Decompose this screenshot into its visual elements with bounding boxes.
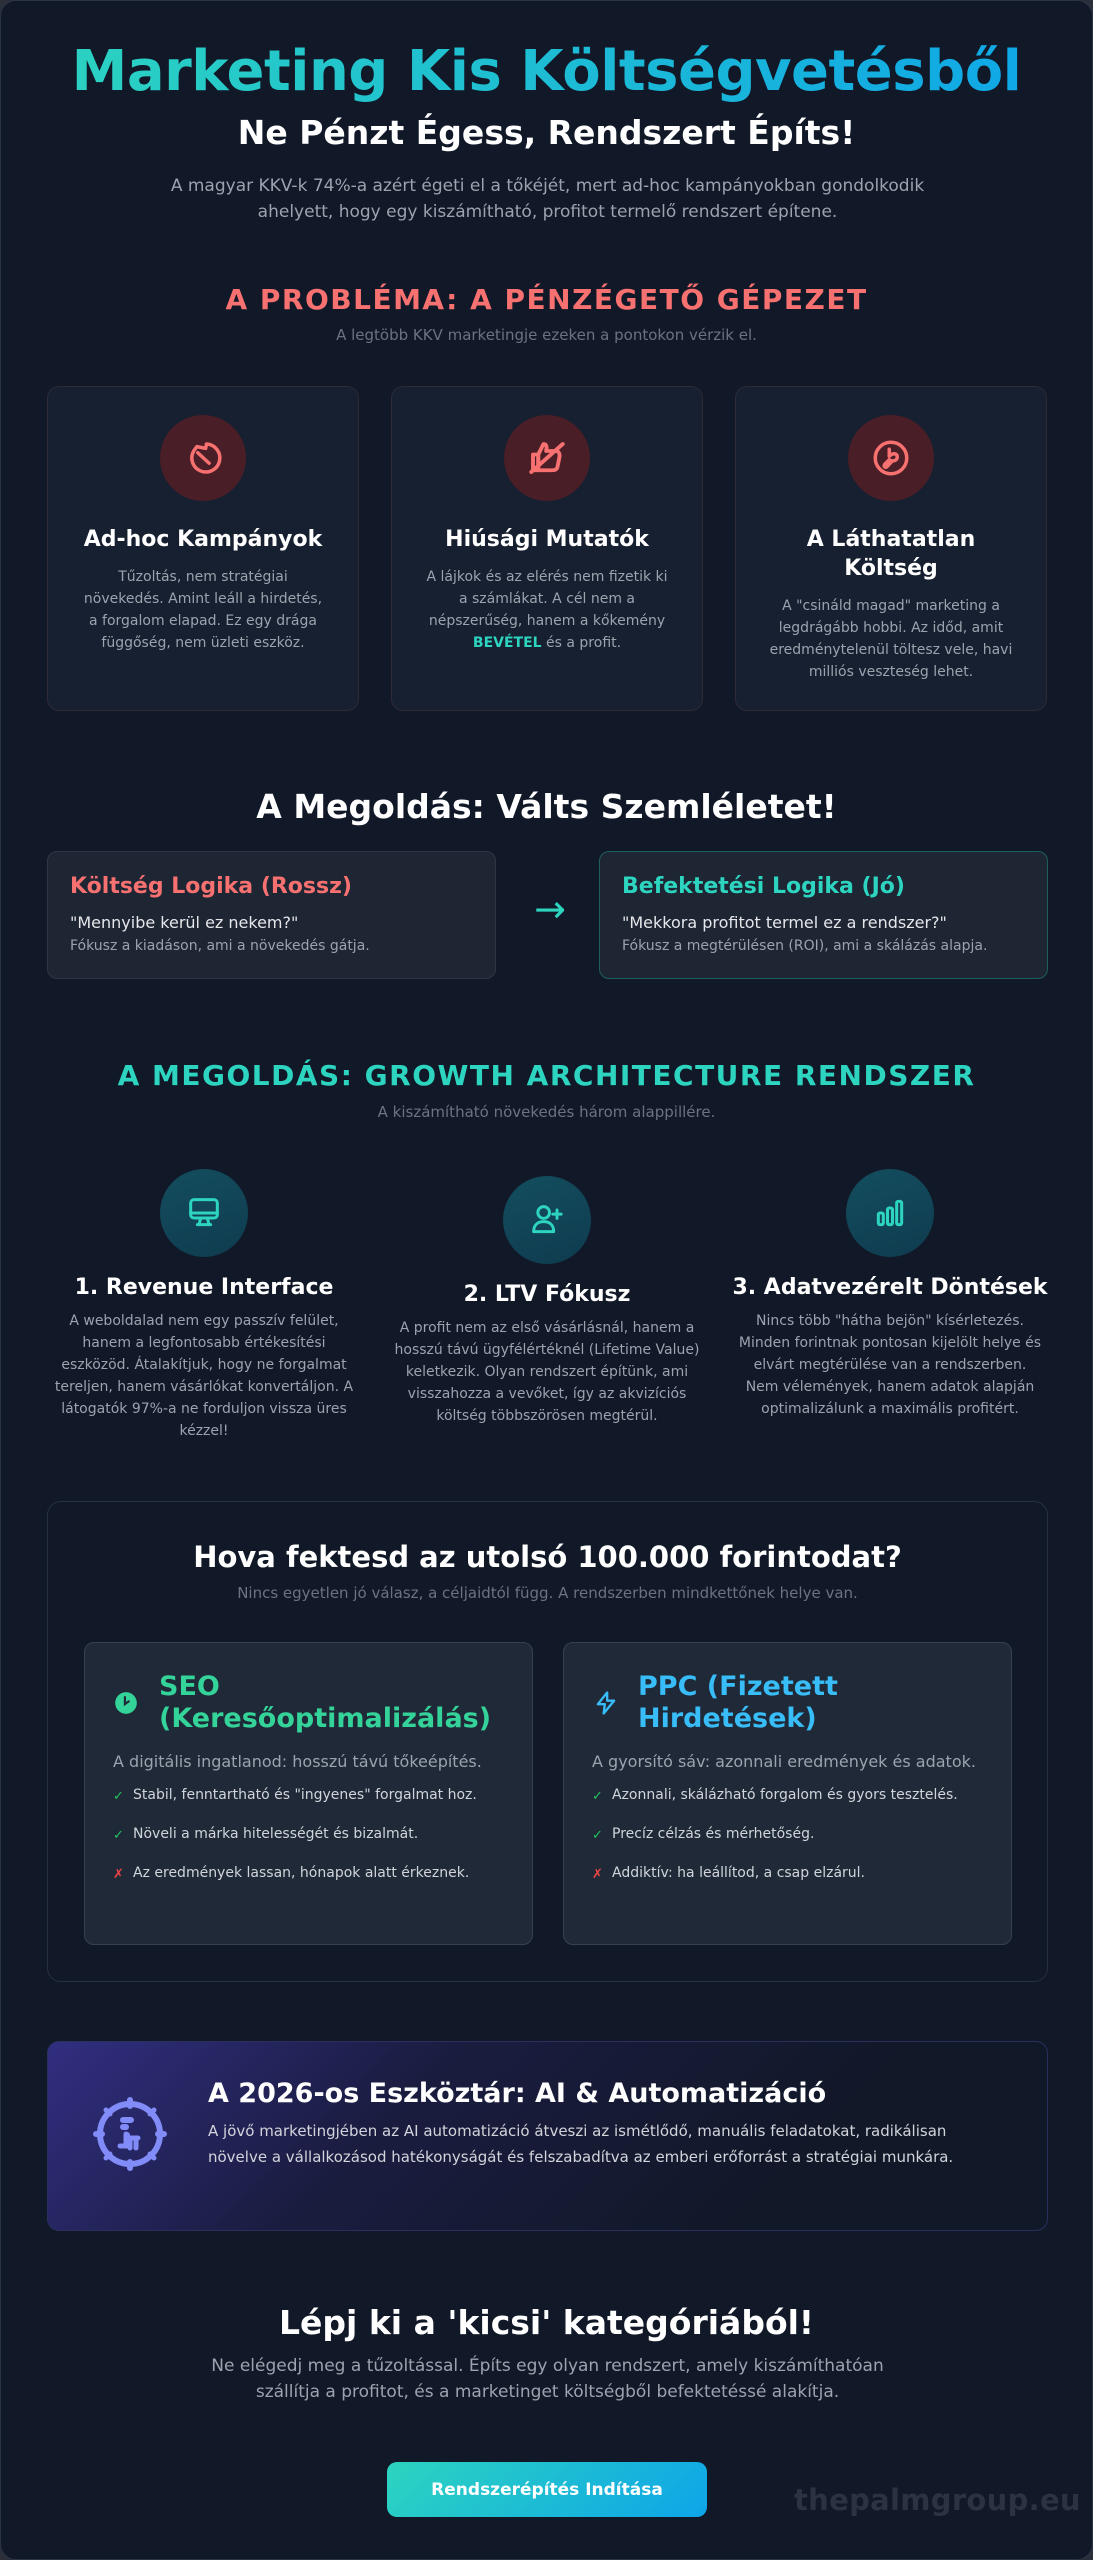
channel-card-seo xyxy=(84,1642,533,1945)
investment-title: Hova fektesd az utolsó 100.000 forintodat? xyxy=(193,1540,902,1574)
channel-points xyxy=(592,1785,983,1885)
monitor-icon xyxy=(160,1169,248,1257)
arrow-right-icon: → xyxy=(534,887,566,931)
problem-card-title: Hiúsági Mutatók xyxy=(445,527,649,552)
page-subtitle: Ne Pénzt Égess, Rendszert Építs! xyxy=(237,113,856,152)
solution-heading: A MEGOLDÁS: GROWTH ARCHITECTURE RENDSZER xyxy=(117,1059,976,1092)
watermark: thepalmgroup.eu xyxy=(794,2483,1081,2517)
pillar-data-driven xyxy=(725,1169,1055,1420)
problem-note: A legtöbb KKV marketingje ezeken a pontokon vérzik el. xyxy=(336,326,757,344)
point-text: Az eredmények lassan, hónapok alatt érkeznek. xyxy=(133,1865,470,1881)
channel-name: PPC (Fizetett Hirdetések) xyxy=(638,1671,838,1734)
point-text: Stabil, fenntartható és "ingyenes" forgalmat hoz. xyxy=(133,1787,477,1803)
cross-icon: ✗ xyxy=(113,1867,124,1882)
text-segment: és a profit. xyxy=(541,635,622,651)
investment-subtitle: Nincs egyetlen jó válasz, a céljaidtól függ. A rendszerben mindkettőnek helye van. xyxy=(237,1584,858,1602)
investment-comparison-box xyxy=(47,1501,1048,1982)
pillar-text: A profit nem az első vásárlásnál, hanem a hosszú távú ügyfélértéknél (Lifetime Value) keletkezik. Olyan rendszert építünk, ami visszahozza a vevőket, így az akvizíciós költség többszörösen megtérül. xyxy=(394,1320,700,1424)
pillar-revenue-interface xyxy=(39,1169,369,1442)
investment-logic-card xyxy=(599,851,1048,979)
check-icon: ✓ xyxy=(113,1828,124,1843)
check-icon: ✓ xyxy=(592,1789,603,1804)
solution-note: A kiszámítható növekedés három alappillére. xyxy=(377,1103,716,1121)
channel-description: A gyorsító sáv: azonnali eredmények és adatok. xyxy=(592,1752,976,1771)
thumbs-up-off-icon xyxy=(504,415,590,501)
cost-logic-title: Költség Logika (Rossz) xyxy=(70,874,352,899)
start-system-build-button[interactable]: Rendszerépítés Indítása xyxy=(387,2462,707,2517)
problem-card-vanity xyxy=(391,386,703,711)
page-title: Marketing Kis Költségvetésből xyxy=(1,39,1092,104)
cross-icon: ✗ xyxy=(592,1867,603,1882)
ai-toolkit-text: A jövő marketingjében az AI automatizáció átveszi az ismétlődő, manuális feladatokat, radikálisan növelve a vállalkozásod hatékonyságát és felszabadítva az emberi erőforrást a stratégiai munkára. xyxy=(208,2122,954,2166)
cost-logic-question: "Mennyibe kerül ez nekem?" xyxy=(70,913,299,932)
hidden-cost-icon xyxy=(848,415,934,501)
pillar-title: 2. LTV Fókusz xyxy=(463,1282,631,1307)
con-point xyxy=(113,1863,504,1885)
seo-badge-icon xyxy=(113,1690,145,1716)
investment-logic-note: Fókusz a megtérülésen (ROI), ami a skálázás alapja. xyxy=(622,938,988,954)
problem-card-title: A Láthatatlan Költség xyxy=(806,527,976,581)
highlight-revenue: BEVÉTEL xyxy=(472,635,542,651)
point-text: Azonnali, skálázható forgalom és gyors tesztelés. xyxy=(612,1787,958,1803)
pillar-title: 3. Adatvezérelt Döntések xyxy=(732,1275,1048,1300)
check-icon: ✓ xyxy=(592,1828,603,1843)
ai-chip-icon xyxy=(90,2094,170,2174)
pro-point xyxy=(592,1785,983,1807)
cost-logic-card xyxy=(47,851,496,979)
check-icon: ✓ xyxy=(113,1789,124,1804)
pro-point xyxy=(113,1824,504,1846)
point-text: Precíz célzás és mérhetőség. xyxy=(612,1826,815,1842)
text-segment: A lájkok és az elérés nem fizetik ki a számlákat. A cél nem a népszerűség, hanem a kőkemény xyxy=(426,569,668,629)
pillar-ltv-focus xyxy=(382,1176,712,1427)
ai-toolkit-banner xyxy=(47,2041,1048,2231)
con-point xyxy=(592,1863,983,1885)
problem-card-text: A "csináld magad" marketing a legdrágább hobbi. Az időd, amit eredménytelenül töltesz vele, havi milliós veszteség lehet. xyxy=(769,598,1013,680)
problem-card-title: Ad-hoc Kampányok xyxy=(83,527,323,552)
cta-text: Ne elégedj meg a tűzoltással. Építs egy olyan rendszert, amely kiszámíthatóan szállítja a profitot, és a marketinget költségből befektetéssé alakítja. xyxy=(211,2356,884,2402)
lightning-icon xyxy=(592,1689,624,1717)
channel-card-ppc xyxy=(563,1642,1012,1945)
channel-name: SEO (Keresőoptimalizálás) xyxy=(159,1671,492,1734)
investment-logic-question: "Mekkora profitot termel ez a rendszer?" xyxy=(622,913,947,932)
pillar-title: 1. Revenue Interface xyxy=(74,1275,334,1300)
problem-card-text xyxy=(392,566,702,654)
bar-chart-icon xyxy=(846,1169,934,1257)
mindset-title: A Megoldás: Válts Szemléletet! xyxy=(256,787,837,826)
pillar-text: A weboldalad nem egy passzív felület, hanem a legfontosabb értékesítési eszközöd. Átalakítjuk, hogy ne forgalmat tereljen, hanem vásárlókat konvertáljon. A látogatók 97%-a ne forduljon vissza üres kézzel! xyxy=(54,1313,354,1439)
problem-heading: A PROBLÉMA: A PÉNZÉGETŐ GÉPEZET xyxy=(225,283,868,316)
user-plus-icon xyxy=(503,1176,591,1264)
channel-description: A digitális ingatlanod: hosszú távú tőkeépítés. xyxy=(113,1752,482,1771)
cost-logic-note: Fókusz a kiadáson, ami a növekedés gátja. xyxy=(70,938,370,954)
problem-card-text: Tűzoltás, nem stratégiai növekedés. Amint leáll a hirdetés, a forgalom elapad. Ez egy drága függőség, nem üzleti eszköz. xyxy=(83,569,323,651)
point-text: Növeli a márka hitelességét és bizalmát. xyxy=(133,1826,419,1842)
point-text: Addiktív: ha leállítod, a csap elzárul. xyxy=(612,1865,865,1881)
cta-title: Lépj ki a 'kicsi' kategóriából! xyxy=(279,2303,814,2342)
pro-point xyxy=(592,1824,983,1846)
pro-point xyxy=(113,1785,504,1807)
pillar-text: Nincs több "hátha bejön" kísérletezés. Minden forintnak pontosan kijelölt helye és elvárt megtérülése van a rendszerben. Nem vélemények, hanem adatok alapján optimalizálunk a maximális profitért. xyxy=(738,1313,1042,1417)
problem-card-hidden-cost xyxy=(735,386,1047,711)
ai-toolkit-title: A 2026-os Eszköztár: AI & Automatizáció xyxy=(208,2078,827,2109)
channel-points xyxy=(113,1785,504,1885)
investment-logic-title: Befektetési Logika (Jó) xyxy=(622,874,905,899)
problem-card-adhoc xyxy=(47,386,359,711)
fire-extinguisher-icon xyxy=(160,415,246,501)
hero-description: A magyar KKV-k 74%-a azért égeti el a tőkéjét, mert ad-hoc kampányokban gondolkodik ahelyett, hogy egy kiszámítható, profitot termelő rendszert építene. xyxy=(170,176,925,222)
